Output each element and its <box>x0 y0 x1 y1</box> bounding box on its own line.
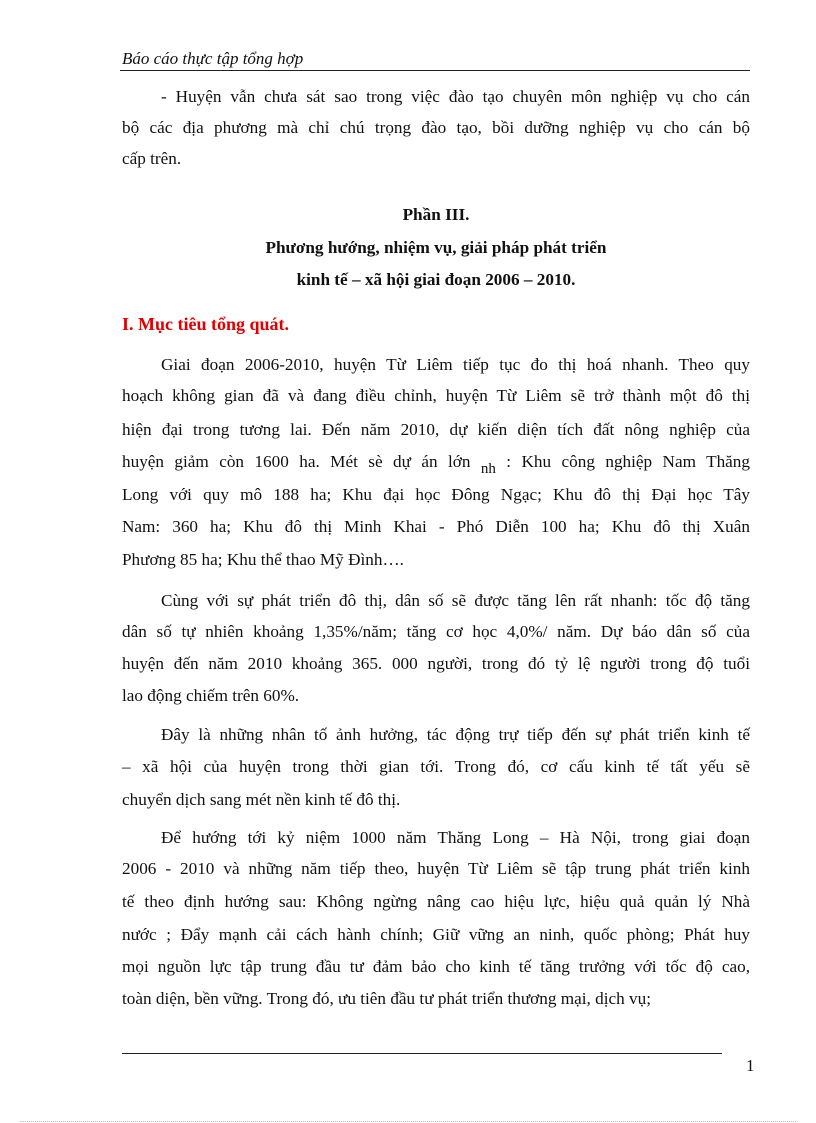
intro-line: cấp trên. <box>122 149 182 168</box>
section-heading: I. Mục tiêu tổng quát. <box>122 314 290 334</box>
paragraph-line: dân số tự nhiên khoảng 1,35%/năm; tăng cơ học 4,0%/ năm. Dự báo dân số của <box>122 622 750 641</box>
paragraph-line: Để hướng tới kỷ niệm 1000 năm Thăng Long – Hà Nội, trong giai đoạn <box>161 828 750 847</box>
page-number: 1 <box>746 1056 755 1075</box>
paragraph-line: hiện đại trong tương lai. Đến năm 2010, dự kiến diện tích đất nông nghiệp của <box>122 420 750 439</box>
paragraph-line: nước ; Đẩy mạnh cải cách hành chính; Giữ vững an ninh, quốc phòng; Phát huy <box>122 925 750 944</box>
paragraph-line: chuyển dịch sang mét nền kinh tế đô thị. <box>122 790 401 809</box>
paragraph-line: mọi nguồn lực tập trung đầu tư đảm bảo cho kinh tế tăng trưởng với tốc độ cao, <box>122 957 750 976</box>
paragraph-line: Nam: 360 ha; Khu đô thị Minh Khai - Phó Diễn 100 ha; Khu đô thị Xuân <box>122 517 750 536</box>
part-title-line1: Phương hướng, nhiệm vụ, giải pháp phát triển <box>265 238 607 257</box>
paragraph-line <box>122 450 750 475</box>
subscript-text: nh <box>480 461 496 477</box>
paragraph-line: lao động chiếm trên 60%. <box>122 686 300 705</box>
intro-line: - Huyện vẫn chưa sát sao trong việc đào tạo chuyên môn nghiệp vụ cho cán <box>161 87 750 106</box>
paragraph-line: hoạch không gian đã và đang điều chỉnh, huyện Từ Liêm sẽ trở thành một đô thị <box>122 386 750 405</box>
line-text: huyện giảm còn 1600 ha. Mét sè dự án lớn <box>122 452 481 471</box>
paragraph-line: 2006 - 2010 và những năm tiếp theo, huyện Từ Liêm sẽ tập trung phát triển kinh <box>122 859 750 878</box>
paragraph-line: Giai đoạn 2006-2010, huyện Từ Liêm tiếp tục đo thị hoá nhanh. Theo quy <box>161 355 750 374</box>
footer-divider <box>122 1053 722 1054</box>
paragraph-line: huyện đến năm 2010 khoảng 365. 000 người, trong đó tỷ lệ người trong độ tuổi <box>122 654 750 673</box>
part-title-line2: kinh tế – xã hội giai đoạn 2006 – 2010. <box>296 270 576 289</box>
paragraph-line: Đây là những nhân tố ảnh hưởng, tác động trự tiếp đến sự phát triển kinh tế <box>161 725 750 744</box>
header-title: Báo cáo thực tập tổng hợp <box>122 49 304 68</box>
paragraph-line: Cùng với sự phát triển đô thị, dân số sẽ được tăng lên rất nhanh: tốc độ tăng <box>161 591 750 610</box>
paragraph-line: Long với quy mô 188 ha; Khu đại học Đông Ngạc; Khu đô thị Đại học Tây <box>122 485 750 504</box>
line-text: : Khu công nghiệp Nam Thăng <box>495 452 750 471</box>
intro-line: bộ các địa phương mà chỉ chú trọng đào tạo, bồi dưỡng nghiệp vụ cho cán bộ <box>122 118 750 137</box>
paragraph-line: toàn diện, bền vững. Trong đó, ưu tiên đầu tư phát triển thương mại, dịch vụ; <box>122 989 651 1008</box>
paragraph-line: tế theo định hướng sau: Không ngừng nâng cao hiệu lực, hiệu quả quản lý Nhà <box>122 892 750 911</box>
paragraph-line: – xã hội của huyện trong thời gian tới. Trong đó, cơ cấu kinh tế tất yếu sẽ <box>122 757 750 776</box>
header-divider <box>120 70 750 71</box>
part-label: Phần III. <box>402 205 470 224</box>
paragraph-line: Phương 85 ha; Khu thể thao Mỹ Đình…. <box>122 550 404 569</box>
page-boundary <box>20 1121 796 1122</box>
